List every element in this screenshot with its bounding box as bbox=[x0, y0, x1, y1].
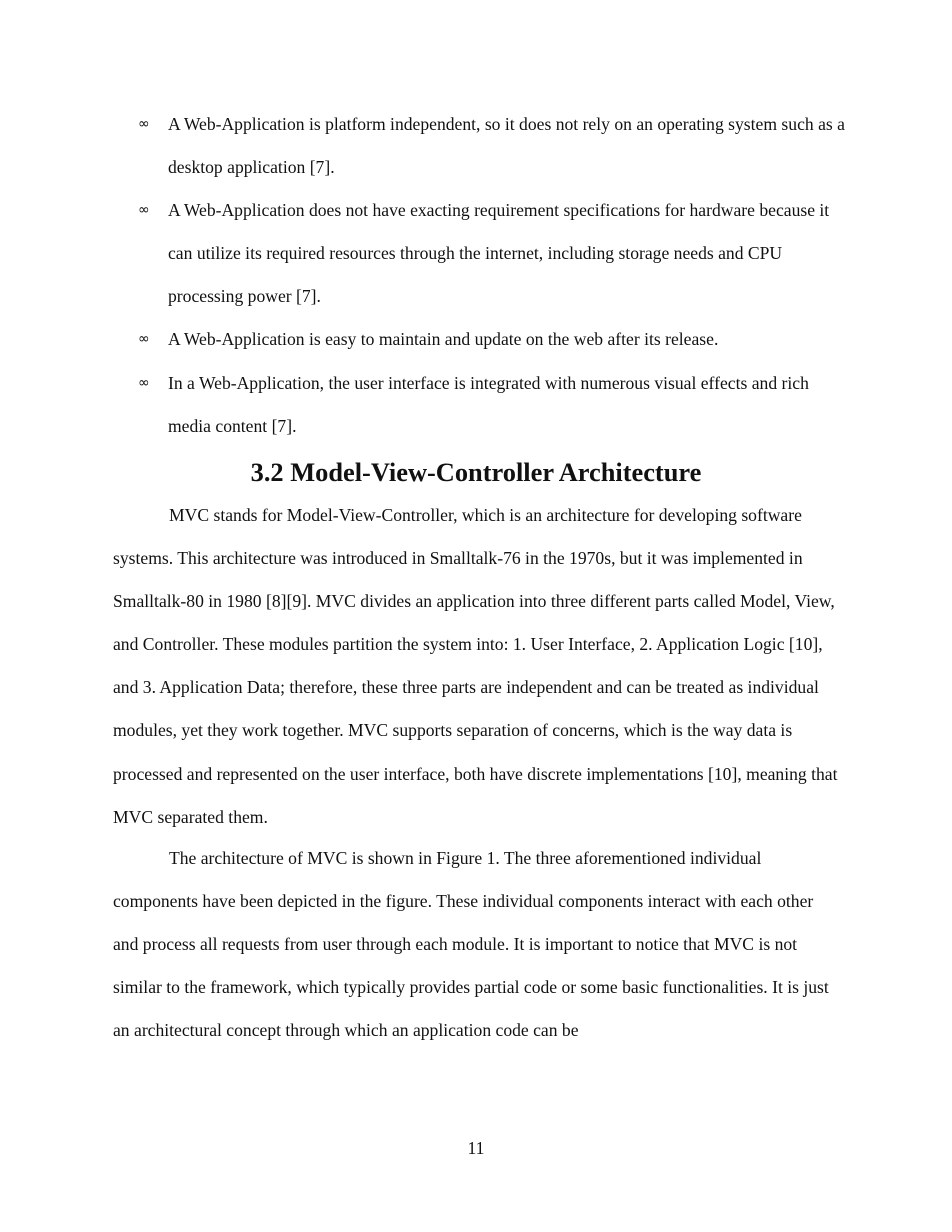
page-number: 11 bbox=[467, 1138, 485, 1158]
bullet-item-hardware-requirements bbox=[0, 189, 952, 318]
paragraph-mvc-definition: MVC stands for Model-View-Controller, which is an architecture for developing software systems. This architecture was introduced in Smalltalk-76 in the 1970s, but it was implemented in Smalltalk-80 in 1980 [8][9]. MVC divides an application into three different parts called Model, View, and Controller. These modules partition the system into: 1. User Interface, 2. Application Logic [10], and 3. Application Data; therefore, these three parts are independent and can be treated as individual modules, yet they work together. MVC supports separation of concerns, which is the way data is processed and represented on the user interface, both have discrete implementations [10], meaning that MVC separated them. bbox=[113, 505, 838, 827]
infinity-bullet-icon: ∞ bbox=[138, 116, 150, 132]
bullet-item-rich-media bbox=[0, 362, 952, 448]
bullet-text: A Web-Application is platform independent, so it does not rely on an operating system such as a desktop application [7]. bbox=[168, 114, 845, 178]
infinity-bullet-icon: ∞ bbox=[138, 374, 150, 391]
advantages-bullet-list bbox=[0, 103, 952, 448]
bullet-text: A Web-Application does not have exacting requirement specifications for hardware because it can utilize its required resources through the internet, including storage needs and CPU processing power [7]. bbox=[168, 200, 830, 307]
section-heading: 3.2 Model-View-Controller Architecture bbox=[250, 457, 702, 487]
bullet-text: In a Web-Application, the user interface is integrated with numerous visual effects and rich media content [7]. bbox=[168, 372, 809, 436]
bullet-item-easy-maintenance bbox=[0, 318, 952, 361]
infinity-bullet-icon: ∞ bbox=[138, 331, 150, 348]
bullet-item-platform-independent bbox=[0, 103, 952, 189]
paragraph-mvc-architecture: The architecture of MVC is shown in Figure 1. The three aforementioned individual components have been depicted in the figure. These individual components interact with each other and process all requests from user through each module. It is important to notice that MVC is not similar to the framework, which typically provides partial code or some basic functionalities. It is just an architectural concept through which an application code can be bbox=[113, 848, 829, 1041]
bullet-text: A Web-Application is easy to maintain and update on the web after its release. bbox=[168, 329, 719, 350]
infinity-bullet-icon: ∞ bbox=[138, 202, 150, 219]
